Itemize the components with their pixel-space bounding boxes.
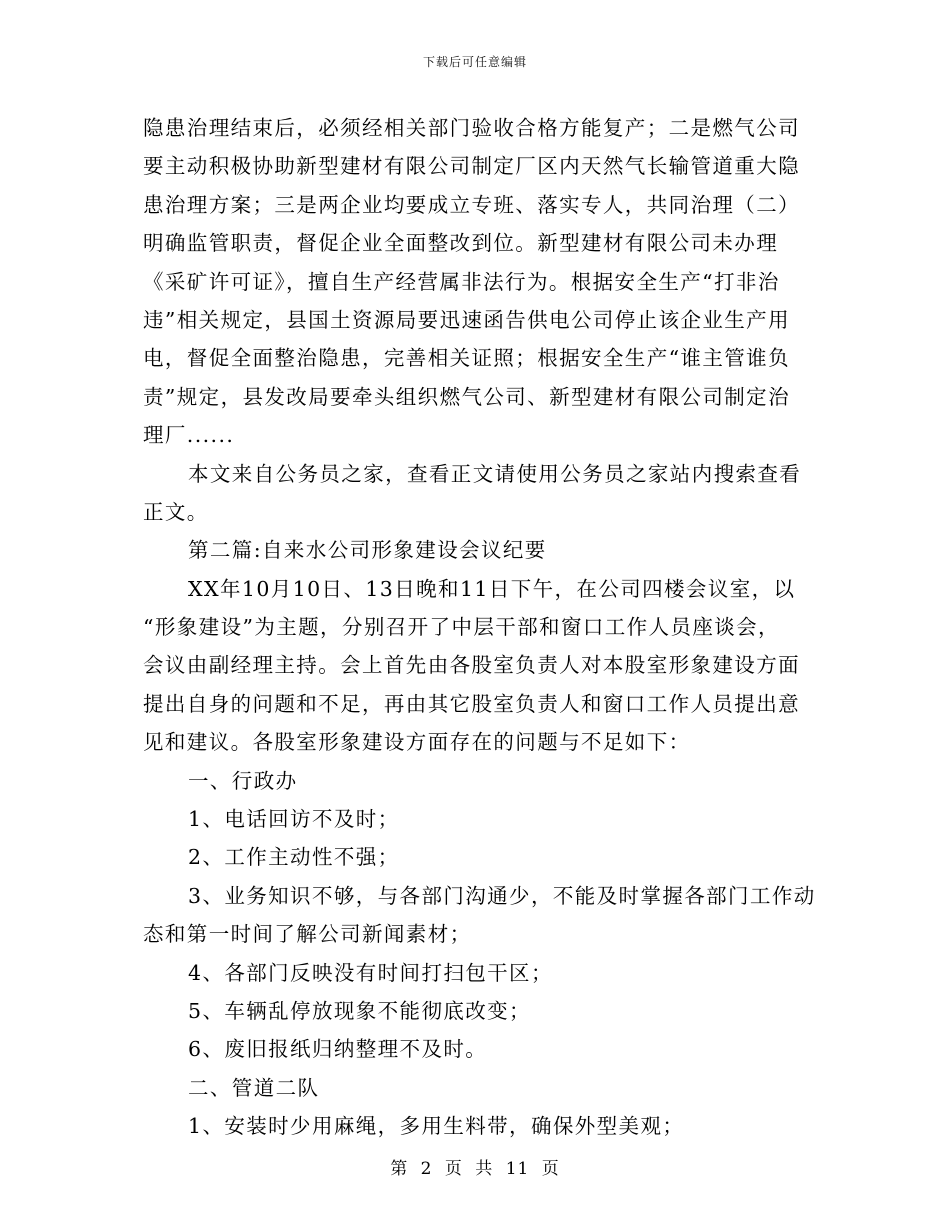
list-item: 3、业务知识不够，与各部门沟通少，不能及时掌握各部门工作动 bbox=[188, 883, 816, 908]
body-line: 会议由副经理主持。会上首先由各股室负责人对本股室形象建设方面 bbox=[143, 653, 800, 678]
list-item: 4、各部门反映没有时间打扫包干区； bbox=[188, 960, 553, 985]
body-line: 要主动积极协助新型建材有限公司制定厂区内天然气长输管道重大隐 bbox=[143, 154, 800, 179]
document-body bbox=[143, 109, 816, 1146]
body-line: 违”相关规定，县国土资源局要迅速函告供电公司停止该企业生产用 bbox=[143, 307, 790, 332]
list-item: 6、废旧报纸归纳整理不及时。 bbox=[188, 1037, 488, 1062]
body-line: 《采矿许可证》，擅自生产经营属非法行为。根据安全生产“打非治 bbox=[143, 269, 780, 294]
page-header: 下载后可任意编辑 bbox=[422, 55, 527, 69]
list-item: 1、电话回访不及时； bbox=[188, 807, 400, 832]
list-item-continuation: 态和第一时间了解公司新闻素材； bbox=[143, 922, 472, 947]
page-footer: 第 2 页 共 11 页 bbox=[390, 1159, 560, 1179]
body-line: 患治理方案；三是两企业均要成立专班、落实专人，共同治理（二） bbox=[143, 192, 800, 217]
list-item: 5、车辆乱停放现象不能彻底改变； bbox=[188, 998, 531, 1023]
body-line: 电，督促全面整治隐患，完善相关证照；根据安全生产“谁主管谁负 bbox=[143, 346, 790, 371]
paragraph-start: XX年10月10日、13日晚和11日下午，在公司四楼会议室，以 bbox=[188, 576, 796, 601]
body-line: 正文。 bbox=[143, 499, 209, 524]
body-line: 明确监管职责，督促企业全面整改到位。新型建材有限公司未办理 bbox=[143, 231, 779, 256]
subsection-heading: 二、管道二队 bbox=[188, 1075, 320, 1100]
body-line: 提出自身的问题和不足，再由其它股室负责人和窗口工作人员提出意 bbox=[143, 691, 800, 716]
body-line: 责”规定，县发改局要牵头组织燃气公司、新型建材有限公司制定治 bbox=[143, 384, 790, 409]
list-item: 2、工作主动性不强； bbox=[188, 845, 400, 870]
section-title: 第二篇:自来水公司形象建设会议纪要 bbox=[188, 538, 547, 563]
body-line: 理厂...... bbox=[143, 423, 235, 448]
body-line: 见和建议。各股室形象建设方面存在的问题与不足如下： bbox=[143, 730, 691, 755]
body-line: “形象建设”为主题，分别召开了中层干部和窗口工作人员座谈会， bbox=[143, 615, 780, 640]
list-item: 1、安装时少用麻绳，多用生料带，确保外型美观； bbox=[188, 1114, 685, 1139]
subsection-heading: 一、行政办 bbox=[188, 768, 298, 793]
paragraph-source-note: 本文来自公务员之家，查看正文请使用公务员之家站内搜索查看 bbox=[188, 461, 802, 486]
body-line: 隐患治理结束后，必须经相关部门验收合格方能复产；二是燃气公司 bbox=[143, 116, 800, 140]
